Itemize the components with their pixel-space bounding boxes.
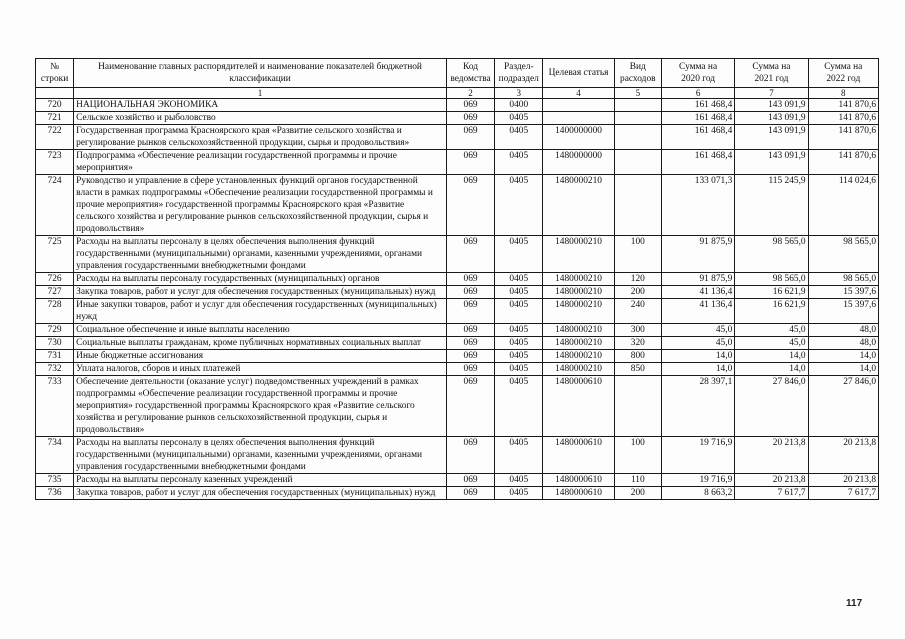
department-code: 069 (446, 324, 494, 337)
expense-type-code (614, 376, 661, 437)
row-number: 725 (36, 236, 74, 273)
expense-name: Иные закупки товаров, работ и услуг для обеспечения государственных (муниципальных) нужд (74, 299, 447, 324)
column-number: 3 (495, 88, 543, 99)
section-code: 0405 (495, 487, 543, 500)
expense-name: Сельское хозяйство и рыболовство (74, 112, 447, 125)
department-code: 069 (446, 376, 494, 437)
target-item-code: 1480000610 (543, 487, 614, 500)
expense-name: Уплата налогов, сборов и иных платежей (74, 363, 447, 376)
sum-2022: 141 870,6 (808, 99, 878, 112)
table-row (36, 363, 879, 376)
expense-type-code: 200 (614, 487, 661, 500)
table-row (36, 487, 879, 500)
target-item-code: 1480000210 (543, 175, 614, 236)
target-item-code: 1480000210 (543, 337, 614, 350)
expense-type-code: 300 (614, 324, 661, 337)
section-code: 0405 (495, 437, 543, 474)
expense-type-code: 120 (614, 273, 661, 286)
target-item-code: 1480000210 (543, 299, 614, 324)
target-item-code: 1480000210 (543, 236, 614, 273)
sum-2022: 7 617,7 (808, 487, 878, 500)
sum-2020: 41 136,4 (661, 286, 734, 299)
table-row (36, 376, 879, 437)
target-item-code: 1480000210 (543, 363, 614, 376)
row-number: 730 (36, 337, 74, 350)
sum-2022: 15 397,6 (808, 286, 878, 299)
expense-type-code: 800 (614, 350, 661, 363)
sum-2022: 27 846,0 (808, 376, 878, 437)
table-row (36, 273, 879, 286)
department-code: 069 (446, 125, 494, 150)
expense-type-code: 850 (614, 363, 661, 376)
header-sum-2022: Сумма на 2022 год (808, 59, 878, 88)
table-row (36, 474, 879, 487)
row-number: 722 (36, 125, 74, 150)
expense-type-code: 110 (614, 474, 661, 487)
header-row-number: № строки (36, 59, 74, 88)
target-item-code (543, 112, 614, 125)
department-code: 069 (446, 474, 494, 487)
sum-2020: 161 468,4 (661, 150, 734, 175)
column-number: 4 (543, 88, 614, 99)
department-code: 069 (446, 112, 494, 125)
column-number: 8 (808, 88, 878, 99)
header-name: Наименование главных распорядителей и наименование показателей бюджетной классификации (74, 59, 447, 88)
expense-type-code: 100 (614, 437, 661, 474)
sum-2021: 98 565,0 (735, 273, 808, 286)
department-code: 069 (446, 99, 494, 112)
department-code: 069 (446, 437, 494, 474)
sum-2021: 27 846,0 (735, 376, 808, 437)
expense-name: Закупка товаров, работ и услуг для обеспечения государственных (муниципальных) нужд (74, 487, 447, 500)
section-code: 0405 (495, 112, 543, 125)
row-number: 729 (36, 324, 74, 337)
header-department-code: Код ведомства (446, 59, 494, 88)
sum-2021: 20 213,8 (735, 474, 808, 487)
table-row (36, 299, 879, 324)
expense-name: Расходы на выплаты персоналу в целях обеспечения выполнения функций государственными (муниципальными) органами, казенными учреждениями, органами управления государственными внебюджетными фондами (74, 437, 447, 474)
section-code: 0405 (495, 273, 543, 286)
table-row (36, 337, 879, 350)
expense-type-code (614, 99, 661, 112)
budget-table (35, 58, 879, 500)
table-row (36, 175, 879, 236)
department-code: 069 (446, 363, 494, 376)
sum-2022: 20 213,8 (808, 437, 878, 474)
column-number: 5 (614, 88, 661, 99)
expense-name: Расходы на выплаты персоналу в целях обеспечения выполнения функций государственными (муниципальными) органами, казенными учреждениями, органами управления государственными внебюджетными фондами (74, 236, 447, 273)
row-number: 732 (36, 363, 74, 376)
department-code: 069 (446, 337, 494, 350)
sum-2021: 45,0 (735, 324, 808, 337)
table-row (36, 236, 879, 273)
expense-type-code: 320 (614, 337, 661, 350)
expense-name: Подпрограмма «Обеспечение реализации государственной программы и прочие мероприятия» (74, 150, 447, 175)
department-code: 069 (446, 175, 494, 236)
sum-2022: 20 213,8 (808, 474, 878, 487)
sum-2021: 98 565,0 (735, 236, 808, 273)
sum-2021: 115 245,9 (735, 175, 808, 236)
section-code: 0405 (495, 324, 543, 337)
expense-type-code (614, 175, 661, 236)
target-item-code: 1480000000 (543, 150, 614, 175)
column-number: 2 (446, 88, 494, 99)
sum-2020: 133 071,3 (661, 175, 734, 236)
expense-name: Социальные выплаты гражданам, кроме публичных нормативных социальных выплат (74, 337, 447, 350)
sum-2022: 14,0 (808, 350, 878, 363)
row-number: 724 (36, 175, 74, 236)
expense-type-code: 240 (614, 299, 661, 324)
sum-2020: 161 468,4 (661, 125, 734, 150)
sum-2022: 98 565,0 (808, 273, 878, 286)
table-header-row (36, 59, 879, 88)
sum-2020: 161 468,4 (661, 99, 734, 112)
target-item-code: 1480000610 (543, 437, 614, 474)
column-number-row (36, 88, 879, 99)
header-expense-type: Вид расходов (614, 59, 661, 88)
sum-2020: 14,0 (661, 363, 734, 376)
department-code: 069 (446, 350, 494, 363)
section-code: 0405 (495, 350, 543, 363)
expense-name: НАЦИОНАЛЬНАЯ ЭКОНОМИКА (74, 99, 447, 112)
target-item-code: 1480000210 (543, 286, 614, 299)
department-code: 069 (446, 273, 494, 286)
target-item-code: 1480000210 (543, 350, 614, 363)
expense-name: Расходы на выплаты персоналу казенных учреждений (74, 474, 447, 487)
row-number: 735 (36, 474, 74, 487)
sum-2022: 14,0 (808, 363, 878, 376)
sum-2022: 15 397,6 (808, 299, 878, 324)
expense-name: Руководство и управление в сфере установленных функций органов государственной власти в рамках подпрограммы «Обеспечение реализации государственной программы и прочие мероприятия» государственной программы Красноярского края «Развитие сельского хозяйства и регулирование рынков сельскохозяйственной продукции, сырья и продовольствия» (74, 175, 447, 236)
sum-2020: 28 397,1 (661, 376, 734, 437)
target-item-code (543, 99, 614, 112)
sum-2020: 41 136,4 (661, 299, 734, 324)
sum-2021: 143 091,9 (735, 125, 808, 150)
table-row (36, 99, 879, 112)
sum-2021: 16 621,9 (735, 299, 808, 324)
header-section: Раздел- подраздел (495, 59, 543, 88)
section-code: 0405 (495, 175, 543, 236)
expense-type-code: 200 (614, 286, 661, 299)
sum-2022: 141 870,6 (808, 112, 878, 125)
section-code: 0405 (495, 474, 543, 487)
sum-2021: 7 617,7 (735, 487, 808, 500)
expense-type-code: 100 (614, 236, 661, 273)
section-code: 0405 (495, 125, 543, 150)
sum-2022: 98 565,0 (808, 236, 878, 273)
sum-2022: 141 870,6 (808, 125, 878, 150)
column-number: 1 (74, 88, 447, 99)
sum-2020: 8 663,2 (661, 487, 734, 500)
expense-name: Расходы на выплаты персоналу государственных (муниципальных) органов (74, 273, 447, 286)
row-number: 721 (36, 112, 74, 125)
column-number: 6 (661, 88, 734, 99)
department-code: 069 (446, 236, 494, 273)
sum-2020: 91 875,9 (661, 273, 734, 286)
sum-2022: 114 024,6 (808, 175, 878, 236)
department-code: 069 (446, 150, 494, 175)
sum-2022: 48,0 (808, 337, 878, 350)
header-sum-2021: Сумма на 2021 год (735, 59, 808, 88)
row-number: 727 (36, 286, 74, 299)
sum-2021: 20 213,8 (735, 437, 808, 474)
table-row (36, 112, 879, 125)
department-code: 069 (446, 487, 494, 500)
section-code: 0405 (495, 286, 543, 299)
row-number: 736 (36, 487, 74, 500)
table-row (36, 286, 879, 299)
sum-2021: 143 091,9 (735, 99, 808, 112)
section-code: 0405 (495, 150, 543, 175)
sum-2021: 143 091,9 (735, 112, 808, 125)
row-number: 734 (36, 437, 74, 474)
row-number: 728 (36, 299, 74, 324)
section-code: 0405 (495, 363, 543, 376)
expense-name: Государственная программа Красноярского края «Развитие сельского хозяйства и регулирование рынков сельскохозяйственной продукции, сырья и продовольствия» (74, 125, 447, 150)
table-row (36, 350, 879, 363)
table-row (36, 324, 879, 337)
expense-type-code (614, 112, 661, 125)
page-number: 117 (846, 598, 863, 609)
sum-2020: 161 468,4 (661, 112, 734, 125)
sum-2021: 143 091,9 (735, 150, 808, 175)
section-code: 0405 (495, 299, 543, 324)
target-item-code: 1480000610 (543, 474, 614, 487)
section-code: 0405 (495, 376, 543, 437)
table-body (36, 99, 879, 500)
row-number: 720 (36, 99, 74, 112)
column-number (36, 88, 74, 99)
expense-name: Иные бюджетные ассигнования (74, 350, 447, 363)
department-code: 069 (446, 286, 494, 299)
sum-2020: 45,0 (661, 337, 734, 350)
row-number: 731 (36, 350, 74, 363)
sum-2021: 45,0 (735, 337, 808, 350)
header-sum-2020: Сумма на 2020 год (661, 59, 734, 88)
section-code: 0405 (495, 337, 543, 350)
sum-2021: 16 621,9 (735, 286, 808, 299)
table-row (36, 125, 879, 150)
sum-2022: 141 870,6 (808, 150, 878, 175)
expense-name: Закупка товаров, работ и услуг для обеспечения государственных (муниципальных) нужд (74, 286, 447, 299)
target-item-code: 1480000610 (543, 376, 614, 437)
section-code: 0400 (495, 99, 543, 112)
sum-2020: 91 875,9 (661, 236, 734, 273)
header-target-item: Целевая статья (543, 59, 614, 88)
sum-2020: 19 716,9 (661, 437, 734, 474)
sum-2020: 14,0 (661, 350, 734, 363)
sum-2022: 48,0 (808, 324, 878, 337)
sum-2021: 14,0 (735, 350, 808, 363)
department-code: 069 (446, 299, 494, 324)
row-number: 726 (36, 273, 74, 286)
sum-2021: 14,0 (735, 363, 808, 376)
expense-type-code (614, 125, 661, 150)
sum-2020: 45,0 (661, 324, 734, 337)
section-code: 0405 (495, 236, 543, 273)
table-row (36, 437, 879, 474)
expense-name: Социальное обеспечение и иные выплаты населению (74, 324, 447, 337)
target-item-code: 1480000210 (543, 324, 614, 337)
row-number: 733 (36, 376, 74, 437)
sum-2020: 19 716,9 (661, 474, 734, 487)
column-number: 7 (735, 88, 808, 99)
expense-type-code (614, 150, 661, 175)
target-item-code: 1480000210 (543, 273, 614, 286)
row-number: 723 (36, 150, 74, 175)
target-item-code: 1400000000 (543, 125, 614, 150)
expense-name: Обеспечение деятельности (оказание услуг) подведомственных учреждений в рамках подпрограммы «Обеспечение реализации государственной программы и прочие мероприятия» государственной программы Красноярского края «Развитие сельского хозяйства и регулирование рынков сельскохозяйственной продукции, сырья и продовольствия» (74, 376, 447, 437)
table-row (36, 150, 879, 175)
